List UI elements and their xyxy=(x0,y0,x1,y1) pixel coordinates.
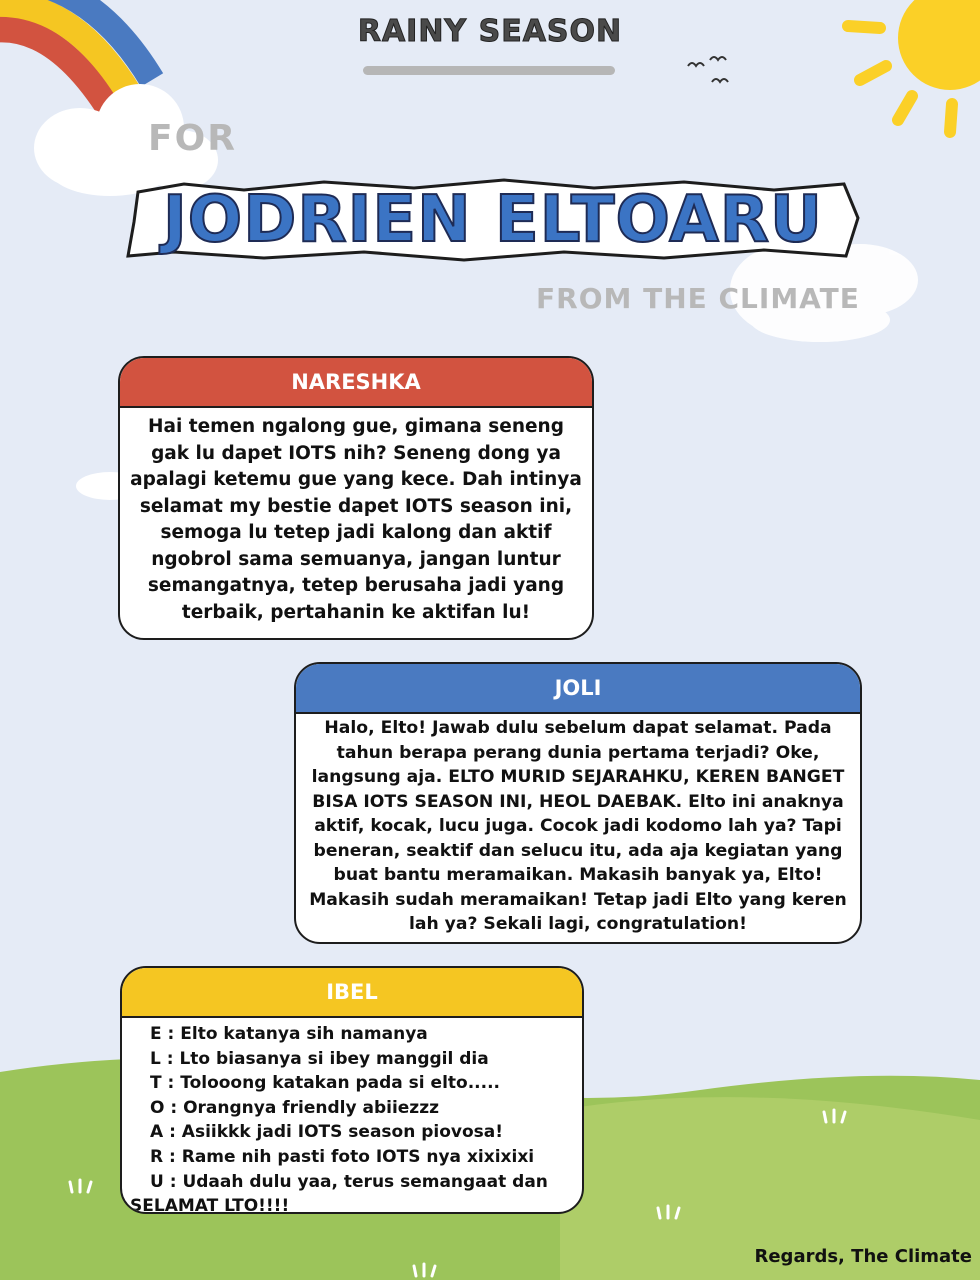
card-header xyxy=(120,358,592,408)
card-header xyxy=(296,664,860,714)
for-label: FOR xyxy=(148,118,237,159)
recipient-name-banner xyxy=(124,178,862,262)
message-card-nareshka xyxy=(118,356,594,640)
card-author: IBEL xyxy=(326,980,378,1004)
list-item: U : Udaah dulu yaa, terus semangaat dan xyxy=(150,1171,548,1192)
card-author: NARESHKA xyxy=(291,370,421,394)
message-card-joli xyxy=(294,662,862,944)
title-underline xyxy=(363,66,615,75)
list-item: A : Asiikkk jadi IOTS season piovosa! xyxy=(150,1122,504,1143)
list-item: E : Elto katanya sih namanya xyxy=(150,1024,428,1044)
list-item: L : Lto biasanya si ibey manggil dia xyxy=(150,1048,489,1069)
season-title: RAINY SEASON xyxy=(357,14,623,49)
message-card-ibel xyxy=(120,966,584,1214)
birds-icon xyxy=(688,57,728,82)
list-item: SELAMAT LTO!!!! xyxy=(130,1196,290,1214)
acrostic-list xyxy=(122,1018,582,1214)
recipient-name: JODRIEN ELTOARU xyxy=(162,183,824,257)
list-item: R : Rame nih pasti foto IOTS nya xixixixi xyxy=(150,1146,535,1167)
message-text: Hai temen ngalong gue, gimana seneng gak lu dapet IOTS nih? Seneng dong ya apalagi ketemu gue yang kece. Dah intinya selamat my bestie dapet IOTS season ini, semoga lu tetep jadi kalong dan aktif ngobrol sama semuanya, jangan luntur semangatnya, tetep berusaha jadi yang terbaik, pertahanin ke aktifan lu! xyxy=(130,416,582,623)
card-message xyxy=(296,714,860,939)
message-text: Halo, Elto! Jawab dulu sebelum dapat selamat. Pada tahun berapa perang dunia pertama terjadi? Oke, langsung aja. ELTO MURID SEJARAHKU, KEREN BANGET BISA IOTS SEASON INI, HEOL DAEBAK. Elto ini anaknya aktif, kocak, lucu juga. Cocok jadi kodomo lah ya? Tapi beneran, seaktif dan selucu itu, ada aja kegiatan yang buat bantu meramaikan. Makasih banyak ya, Elto! Makasih sudah meramaikan! Tetap jadi Elto yang keren lah ya? Sekali lagi, congratulation! xyxy=(309,718,847,934)
regards-signature: Regards, The Climate xyxy=(754,1246,972,1267)
card-header xyxy=(122,968,582,1018)
from-label: FROM THE CLIMATE xyxy=(536,282,860,315)
list-item: T : Tolooong katakan pada si elto..... xyxy=(150,1073,500,1094)
list-item: O : Orangnya friendly abiiezzz xyxy=(150,1097,439,1118)
card-message xyxy=(120,408,592,632)
card-author: JOLI xyxy=(554,676,602,700)
